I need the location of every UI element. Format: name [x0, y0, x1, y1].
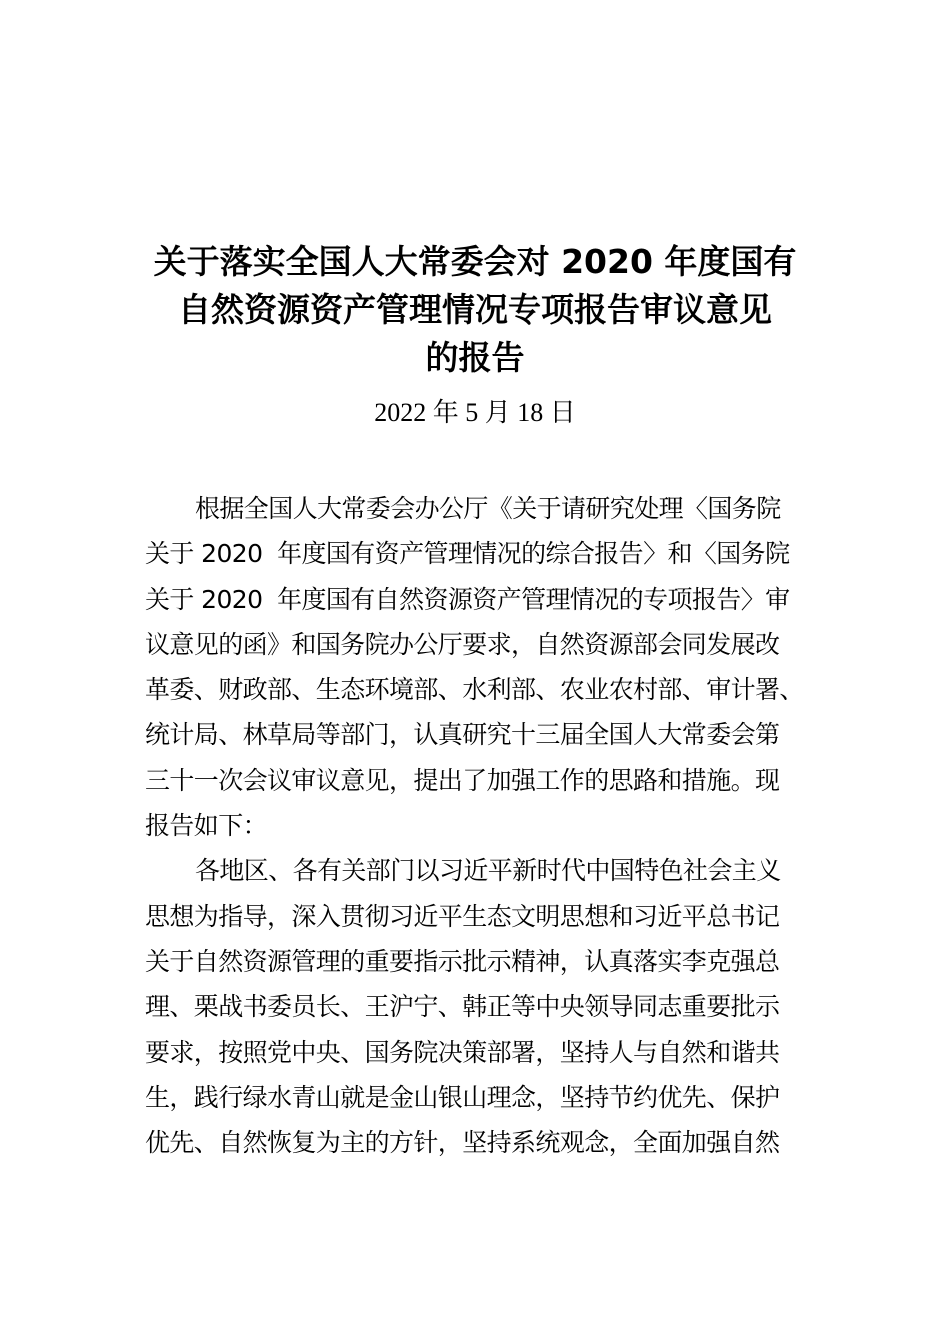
text-line: 三十一次会议审议意见，提出了加强工作的思路和措施。现: [145, 765, 780, 795]
text-line: 优先、自然恢复为主的方针，坚持系统观念，全面加强自然: [145, 1128, 780, 1158]
title-line: 的报告: [425, 338, 525, 377]
document-title: [100, 238, 850, 382]
paragraph-2: [145, 848, 810, 1165]
text-line: 要求，按照党中央、国务院决策部署，坚持人与自然和谐共: [145, 1037, 780, 1067]
text-line: 根据全国人大常委会办公厅《关于请研究处理〈国务院: [195, 494, 781, 523]
text-line: 关于自然资源管理的重要指示批示精神，认真落实李克强总: [145, 946, 780, 976]
text-line: 关于 2020 年度国有资产管理情况的综合报告〉和〈国务院: [145, 539, 790, 569]
text-line: 报告如下：: [145, 811, 268, 841]
text-line: 思想为指导，深入贯彻习近平生态文明思想和习近平总书记: [145, 901, 780, 931]
title-line: 关于落实全国人大常委会对 2020 年度国有: [153, 242, 797, 281]
document-date: 2022 年 5 月 18 日: [374, 398, 576, 427]
text-line: 统计局、林草局等部门，认真研究十三届全国人大常委会第: [145, 720, 780, 750]
text-line: 关于 2020 年度国有自然资源资产管理情况的专项报告〉审: [145, 584, 790, 614]
text-line: 革委、财政部、生态环境部、水利部、农业农村部、审计署、: [145, 675, 804, 705]
text-line: 议意见的函》和国务院办公厅要求，自然资源部会同发展改: [145, 629, 780, 659]
text-line: 理、栗战书委员长、王沪宁、韩正等中央领导同志重要批示: [145, 992, 780, 1022]
document-body: [145, 486, 810, 1165]
title-line: 自然资源资产管理情况专项报告审议意见: [178, 290, 772, 329]
text-line: 各地区、各有关部门以习近平新时代中国特色社会主义: [195, 856, 781, 886]
paragraph-1: [145, 486, 810, 848]
text-line: 生，践行绿水青山就是金山银山理念，坚持节约优先、保护: [145, 1082, 780, 1112]
